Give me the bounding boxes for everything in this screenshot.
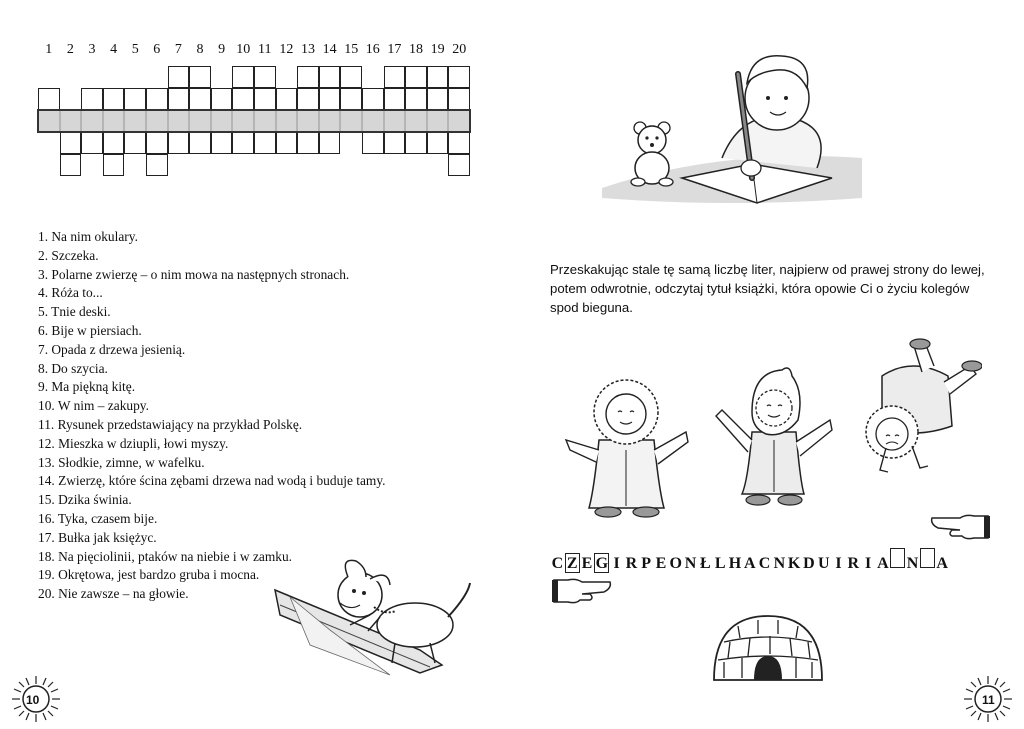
crossword-cell[interactable] — [427, 88, 449, 110]
crossword-cell[interactable] — [427, 66, 449, 88]
column-number: 1 — [45, 42, 53, 57]
column-number: 7 — [174, 42, 182, 57]
crossword-cell[interactable] — [297, 88, 319, 110]
letter: C — [551, 555, 564, 572]
crossword-cell[interactable] — [60, 154, 82, 176]
igloo-icon — [708, 612, 828, 684]
letter-box[interactable]: G — [595, 555, 609, 572]
letter: U — [817, 555, 830, 572]
letter-box[interactable]: Z — [565, 553, 580, 573]
letter: C — [758, 555, 771, 572]
crossword-cell[interactable] — [124, 88, 146, 110]
crossword-cell[interactable] — [362, 132, 384, 154]
clue-item: 15. Dzika świnia. — [38, 492, 132, 508]
crossword-cell[interactable] — [405, 88, 427, 110]
letter: E — [655, 555, 667, 572]
crossword-cell[interactable] — [168, 132, 190, 154]
letter: N — [684, 555, 697, 572]
clue-item: 4. Róża to... — [38, 285, 103, 301]
crossword-cell[interactable] — [189, 132, 211, 154]
letter-sequence — [550, 548, 950, 570]
letter: O — [669, 555, 682, 572]
crossword-cell[interactable] — [448, 66, 470, 88]
letter: H — [728, 555, 742, 572]
column-number: 13 — [300, 42, 315, 57]
column-number: 17 — [387, 42, 402, 57]
pointing-hand-icon — [930, 512, 992, 542]
letter: A — [936, 555, 948, 572]
page-number: 10 — [26, 693, 40, 707]
crossword-cell[interactable] — [232, 88, 254, 110]
crossword-cell[interactable] — [254, 88, 276, 110]
crossword-cell[interactable] — [168, 88, 190, 110]
column-number: 4 — [110, 42, 118, 57]
crossword-cell[interactable] — [297, 132, 319, 154]
crossword-cell[interactable] — [146, 132, 168, 154]
crossword-cell[interactable] — [211, 132, 233, 154]
crossword-cell[interactable] — [427, 132, 449, 154]
crossword-cell[interactable] — [448, 88, 470, 110]
instruction-text: Przeskakując stale tę samą liczbę liter, najpierw od prawej strony do lewej, potem odwrotnie, odczytaj tytuł książki, która opowie Ci o życiu kolegów spod bieguna. — [550, 262, 985, 315]
crossword-cell[interactable] — [189, 66, 211, 88]
crossword-cell[interactable] — [211, 88, 233, 110]
clue-item: 7. Opada z drzewa jesienią. — [38, 341, 186, 357]
crossword-cell[interactable] — [405, 66, 427, 88]
column-number: 12 — [279, 42, 294, 57]
letter: I — [613, 555, 620, 572]
crossword-cell[interactable] — [232, 132, 254, 154]
letter: P — [641, 555, 652, 572]
clue-item: 10. W nim – zakupy. — [38, 398, 149, 414]
dog-icon — [270, 555, 480, 680]
crossword-cell[interactable] — [189, 88, 211, 110]
crossword-cell[interactable] — [38, 88, 60, 110]
crossword-cell[interactable] — [405, 132, 427, 154]
crossword-cell[interactable] — [448, 132, 470, 154]
crossword-cell[interactable] — [362, 88, 384, 110]
clue-item: 2. Szczeka. — [38, 247, 99, 263]
crossword-cell[interactable] — [232, 66, 254, 88]
crossword-cell[interactable] — [297, 66, 319, 88]
crossword-cell[interactable] — [103, 132, 125, 154]
crossword-cell[interactable] — [168, 66, 190, 88]
crossword-cell[interactable] — [384, 132, 406, 154]
column-number: 8 — [196, 42, 204, 57]
clue-item: 8. Do szycia. — [38, 360, 108, 376]
crossword-cell[interactable] — [319, 88, 341, 110]
letter-box[interactable] — [890, 548, 905, 568]
clue-item: 6. Bije w piersiach. — [38, 322, 142, 338]
column-number: 5 — [131, 42, 139, 57]
crossword-cell[interactable] — [276, 88, 298, 110]
clue-item: 1. Na nim okulary. — [38, 229, 138, 244]
eskimo-child-icon — [852, 336, 982, 486]
column-number: 18 — [408, 42, 423, 57]
letter: L — [714, 555, 726, 572]
crossword-cell[interactable] — [103, 88, 125, 110]
crossword-cell[interactable] — [384, 88, 406, 110]
letter: R — [625, 555, 638, 572]
crossword-cell[interactable] — [103, 154, 125, 176]
eskimo-child-icon — [712, 362, 837, 512]
clue-item: 18. Na pięciolinii, ptaków na niebie i w zamku. — [38, 548, 292, 564]
crossword-cell[interactable] — [254, 132, 276, 154]
crossword-clues-list — [38, 228, 386, 604]
letter: N — [906, 555, 919, 572]
letter: I — [835, 555, 842, 572]
column-number: 16 — [365, 42, 380, 57]
crossword-cell[interactable] — [276, 132, 298, 154]
clue-item: 19. Okrętowa, jest bardzo gruba i mocna. — [38, 567, 260, 583]
letter: I — [865, 555, 872, 572]
column-number: 20 — [452, 42, 467, 57]
clue-item: 3. Polarne zwierzę – o nim mowa na następnych stronach. — [38, 266, 350, 282]
letter: N — [773, 555, 786, 572]
column-number: 14 — [322, 42, 337, 57]
crossword-cell[interactable] — [319, 132, 341, 154]
letter: R — [847, 555, 860, 572]
clue-item: 14. Zwierzę, które ścina zębami drzewa nad wodą i buduje tamy. — [38, 473, 386, 489]
crossword-cell[interactable] — [146, 154, 168, 176]
letter: D — [803, 555, 815, 572]
page-number: 11 — [982, 693, 995, 707]
clue-item: 5. Tnie deski. — [38, 304, 111, 320]
clue-item: 13. Słodkie, zimne, w wafelku. — [38, 454, 205, 470]
clue-item: 9. Ma piękną kitę. — [38, 379, 136, 395]
letter: Ł — [700, 555, 711, 572]
crossword-answer-row-border — [37, 109, 471, 133]
crossword-cell[interactable] — [146, 88, 168, 110]
crossword-cell[interactable] — [81, 132, 103, 154]
crossword-cell[interactable] — [60, 132, 82, 154]
clue-item: 16. Tyka, czasem bije. — [38, 510, 158, 526]
crossword-cell[interactable] — [319, 66, 341, 88]
column-number: 6 — [153, 42, 161, 57]
right-page — [512, 0, 1024, 729]
letter: K — [787, 555, 801, 572]
letter: A — [743, 555, 756, 572]
crossword-cell[interactable] — [384, 66, 406, 88]
column-number: 3 — [88, 42, 96, 57]
column-number: 19 — [430, 42, 445, 57]
column-number: 2 — [66, 42, 74, 57]
crossword-cell[interactable] — [124, 132, 146, 154]
eskimo-child-icon — [564, 370, 694, 520]
crossword-cell[interactable] — [340, 88, 362, 110]
crossword-cell[interactable] — [340, 66, 362, 88]
column-number: 11 — [258, 42, 272, 57]
pointing-hand-icon — [550, 576, 612, 606]
teddy-bear-icon — [622, 118, 682, 188]
column-number: 10 — [236, 42, 251, 57]
crossword-cell[interactable] — [448, 154, 470, 176]
crossword-cell[interactable] — [254, 66, 276, 88]
letter-box[interactable] — [920, 548, 935, 568]
letter: E — [581, 555, 593, 572]
clue-item: 17. Bułka jak księżyc. — [38, 529, 157, 545]
column-number: 9 — [218, 42, 226, 57]
column-number: 15 — [344, 42, 359, 57]
clue-item: 11. Rysunek przedstawiający na przykład Polskę. — [38, 416, 303, 432]
clue-item: 12. Mieszka w dziupli, łowi myszy. — [38, 435, 229, 451]
clue-item: 20. Nie zawsze – na głowie. — [38, 586, 189, 602]
crossword-cell[interactable] — [81, 88, 103, 110]
letter: A — [877, 555, 889, 572]
